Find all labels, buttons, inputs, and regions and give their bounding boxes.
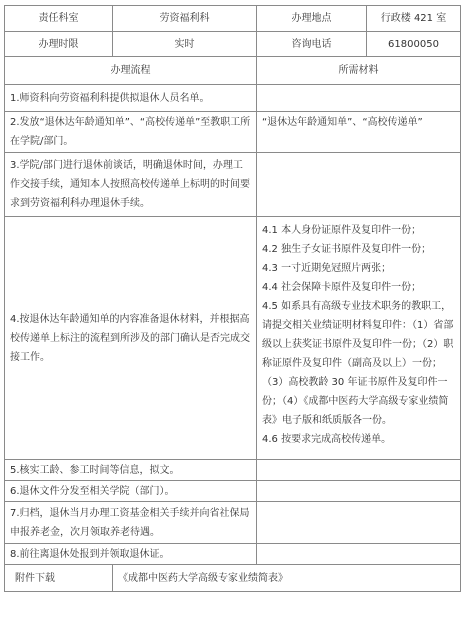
material-4-3: 4.3 一寸近期免冠照片两张； — [262, 263, 392, 274]
step-4-materials — [257, 217, 461, 460]
phone-label: 咨询电话 — [257, 32, 367, 57]
step-4-text: 4.按退休达年龄通知单的内容准备退休材料，并根据高校传递单上标注的流程到所涉及的部门确认是否完成交接工作。 — [5, 217, 257, 460]
attachment-row — [5, 565, 461, 592]
process-header: 办理流程 — [5, 57, 257, 85]
step-row-8 — [5, 544, 461, 565]
info-row-2 — [5, 32, 461, 57]
step-1-text: 1.师资科向劳资福利科提供拟退休人员名单。 — [5, 85, 257, 112]
material-4-5: 4.5 如系具有高级专业技术职务的教职工，请提交相关业绩证明材料复印件：（1）省部级以上获奖证书原件及复印件一份；（2）职称证原件及复印件（副高及以上）一份；（3）高校教龄 30 年证书原件及复印件一份；（4）《成都中医药大学高级专家业绩简表》电子版和纸质版各一份。 — [262, 301, 454, 426]
material-4-2: 4.2 独生子女证书原件及复印件一份； — [262, 244, 432, 255]
step-row-3 — [5, 153, 461, 217]
step-row-5 — [5, 460, 461, 481]
step-6-text: 6.退休文件分发至相关学院（部门）。 — [5, 481, 257, 502]
step-7-text: 7.归档，退休当月办理工资基金相关手续并向省社保局申报养老金，次月领取养老待遇。 — [5, 502, 257, 544]
step-2-text: 2.发放“退休达年龄通知单”、“高校传递单”至教职工所在学院/部门。 — [5, 112, 257, 153]
step-row-2 — [5, 112, 461, 153]
material-4-6: 4.6 按要求完成高校传递单。 — [262, 434, 392, 445]
step-row-7 — [5, 502, 461, 544]
dept-value: 劳资福利科 — [113, 6, 257, 32]
step-7-materials — [257, 502, 461, 544]
step-8-text: 8.前往离退休处报到并领取退休证。 — [5, 544, 257, 565]
step-5-text: 5.核实工龄、参工时间等信息，拟文。 — [5, 460, 257, 481]
step-6-materials — [257, 481, 461, 502]
attachment-label: 附件下载 — [5, 565, 113, 592]
step-1-materials — [257, 85, 461, 112]
procedure-table — [4, 5, 461, 592]
material-4-1: 4.1 本人身份证原件及复印件一份； — [262, 225, 422, 236]
step-5-materials — [257, 460, 461, 481]
material-4-4: 4.4 社会保障卡原件及复印件一份； — [262, 282, 422, 293]
step-2-materials: “退休达年龄通知单”、“高校传递单” — [257, 112, 461, 153]
step-3-materials — [257, 153, 461, 217]
location-label: 办理地点 — [257, 6, 367, 32]
dept-label: 责任科室 — [5, 6, 113, 32]
location-value: 行政楼 421 室 — [367, 6, 461, 32]
time-label: 办理时限 — [5, 32, 113, 57]
header-row — [5, 57, 461, 85]
step-8-materials — [257, 544, 461, 565]
info-row-1 — [5, 6, 461, 32]
attachment-link[interactable]: 《成都中医药大学高级专家业绩简表》 — [113, 565, 461, 592]
materials-header: 所需材料 — [257, 57, 461, 85]
time-value: 实时 — [113, 32, 257, 57]
step-row-1 — [5, 85, 461, 112]
step-row-6 — [5, 481, 461, 502]
phone-value: 61800050 — [367, 32, 461, 57]
step-3-text: 3.学院/部门进行退休前谈话，明确退休时间，办理工作交接手续，通知本人按照高校传递单上标明的时间要求到劳资福利科办理退休手续。 — [5, 153, 257, 217]
step-row-4 — [5, 217, 461, 460]
